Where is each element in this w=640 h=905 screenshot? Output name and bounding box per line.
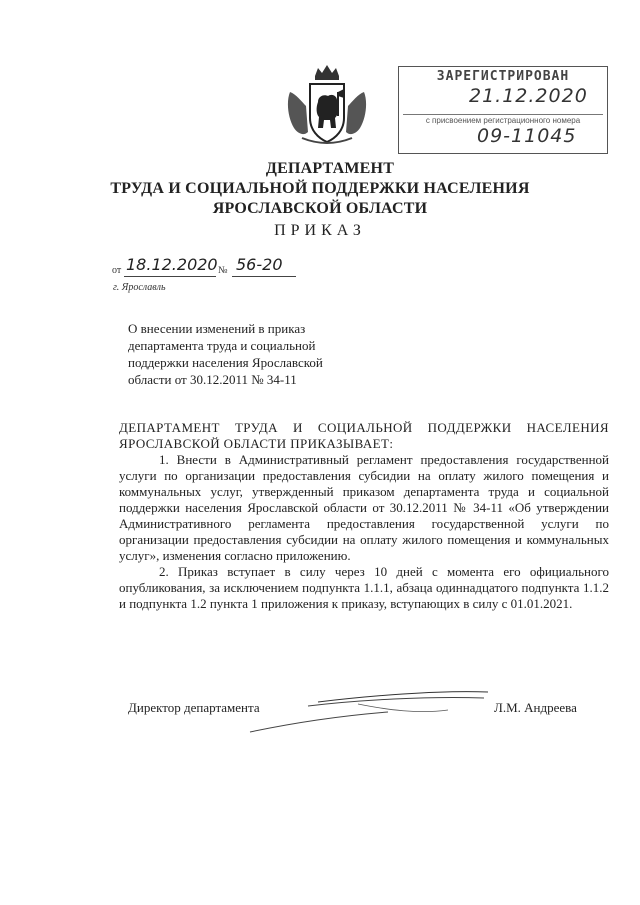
date-label: от: [112, 265, 122, 276]
number-label: №: [218, 265, 228, 276]
stamp-caption: с присвоением регистрационного номера: [403, 114, 603, 125]
subject-line: поддержки населения Ярославской: [128, 355, 323, 370]
stamp-title: ЗАРЕГИСТРИРОВАН: [436, 69, 570, 84]
order-date-number: [112, 255, 372, 279]
city: г. Ярославль: [113, 282, 166, 293]
department-title-line-1: ДЕПАРТАМЕНТ: [265, 160, 395, 177]
subject-line: О внесении изменений в приказ: [128, 321, 306, 336]
subject-line: департамента труда и социальной: [128, 338, 316, 353]
stamp-number: 09-11045: [477, 125, 577, 147]
order-subject: [128, 320, 368, 388]
document-type: ПРИКАЗ: [274, 222, 366, 239]
subject-line: области от 30.12.2011 № 34-11: [128, 372, 297, 387]
department-title-line-3: ЯРОСЛАВСКОЙ ОБЛАСТИ: [212, 200, 428, 217]
signatory-name: Л.М. Андреева: [494, 700, 577, 715]
body-item-2: 2. Приказ вступает в силу через 10 дней с момента его официального опубликования, за исключением подпункта 1.1.1, абзаца одиннадцатого подпункта 1.1.2 и подпункта 1.2 пункта 1 приложения к приказу, вступающих в силу с 01.01.2021.: [119, 564, 609, 611]
body-item-1: 1. Внести в Административный регламент предоставления государственной услуги по организации предоставления субсидии на оплату жилого помещения и коммунальных услуг, утвержденный приказом департамента труда и социальной поддержки населения Ярославской области от 30.12.2011 № 34-11 «Об утверждении Административного регламента предоставления государственной услуги по организации предоставления субсидии на оплату жилого помещения и коммунальных услуг», изменения согласно приложению.: [119, 452, 609, 563]
signature-block: [128, 700, 598, 760]
order-number: 56-20: [236, 255, 283, 274]
stamp-date: 21.12.2020: [469, 85, 588, 107]
coat-of-arms-icon: [282, 62, 372, 148]
order-date: 18.12.2020: [126, 255, 218, 274]
signatory-role: Директор департамента: [128, 700, 260, 715]
order-body: [119, 420, 609, 612]
body-lead: ДЕПАРТАМЕНТ ТРУДА И СОЦИАЛЬНОЙ ПОДДЕРЖКИ НАСЕЛЕНИЯ ЯРОСЛАВСКОЙ ОБЛАСТИ ПРИКАЗЫВАЕТ:: [119, 420, 609, 451]
registration-stamp: [398, 66, 608, 154]
handwritten-signature: [248, 684, 498, 740]
department-title-line-2: ТРУДА И СОЦИАЛЬНОЙ ПОДДЕРЖКИ НАСЕЛЕНИЯ: [110, 180, 530, 197]
